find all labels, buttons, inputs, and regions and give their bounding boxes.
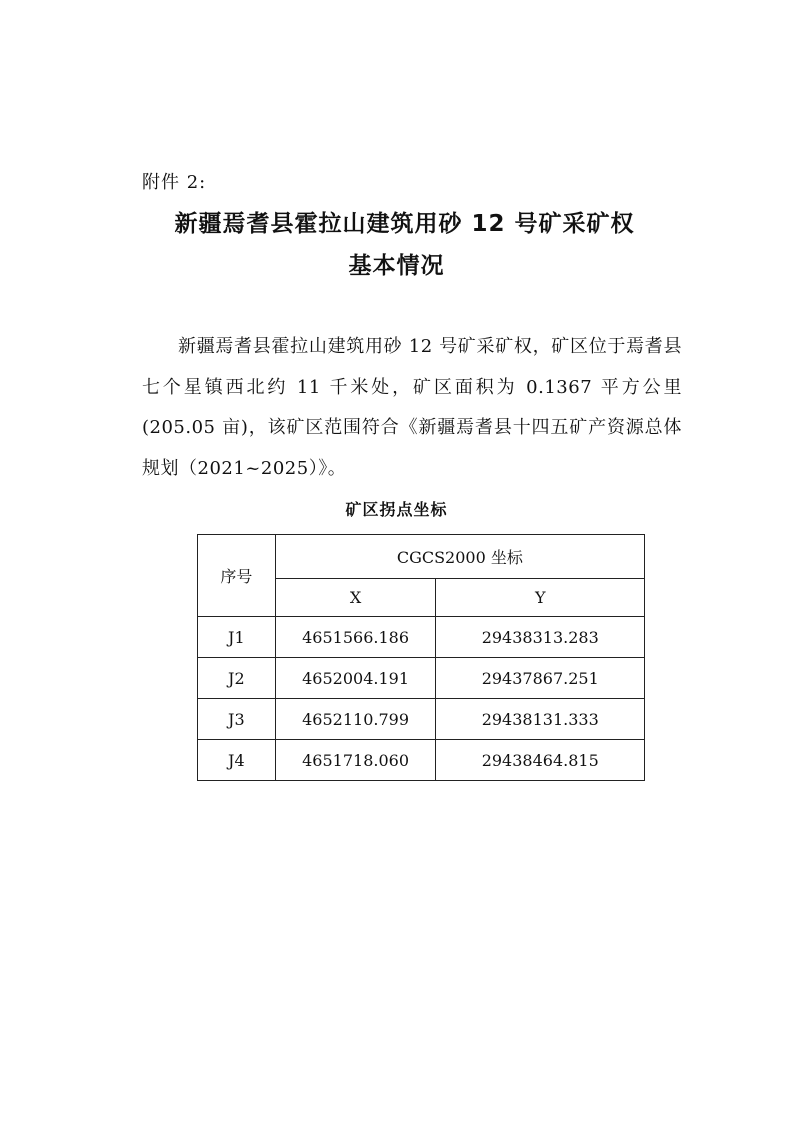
table-header-row [198,535,645,579]
point-x: 4652110.799 [275,699,436,740]
body-paragraph: 新疆焉耆县霍拉山建筑用砂 12 号矿采矿权，矿区位于焉耆县七个星镇西北约 11 千米处，矿区面积为 0.1367 平方公里(205.05 亩)，该矿区范围符合《新疆焉耆县十四五矿产资源总体规划（2021~2025）》。 [142,336,682,479]
header-seq: 序号 [198,535,276,617]
point-y: 29438131.333 [436,699,645,740]
point-id: J3 [198,699,276,740]
table-row [198,617,645,658]
document-title-line-1: 新疆焉耆县霍拉山建筑用砂 12 号矿采矿权 [174,211,635,237]
body-paragraph-block [142,327,682,489]
point-id: J4 [198,740,276,781]
point-x: 4652004.191 [275,658,436,699]
table-row [198,740,645,781]
document-title-line-2: 基本情况 [348,253,445,279]
point-id: J2 [198,658,276,699]
point-x: 4651718.060 [275,740,436,781]
point-x: 4651566.186 [275,617,436,658]
table-caption: 矿区拐点坐标 [345,500,448,519]
table-row [198,658,645,699]
point-id: J1 [198,617,276,658]
header-coordinate-system: CGCS2000 坐标 [275,535,644,579]
point-y: 29437867.251 [436,658,645,699]
attachment-label: 附件 2: [142,172,207,193]
table-row [198,699,645,740]
header-y: Y [436,579,645,617]
point-y: 29438313.283 [436,617,645,658]
coordinates-table [197,534,645,781]
point-y: 29438464.815 [436,740,645,781]
header-x: X [275,579,436,617]
